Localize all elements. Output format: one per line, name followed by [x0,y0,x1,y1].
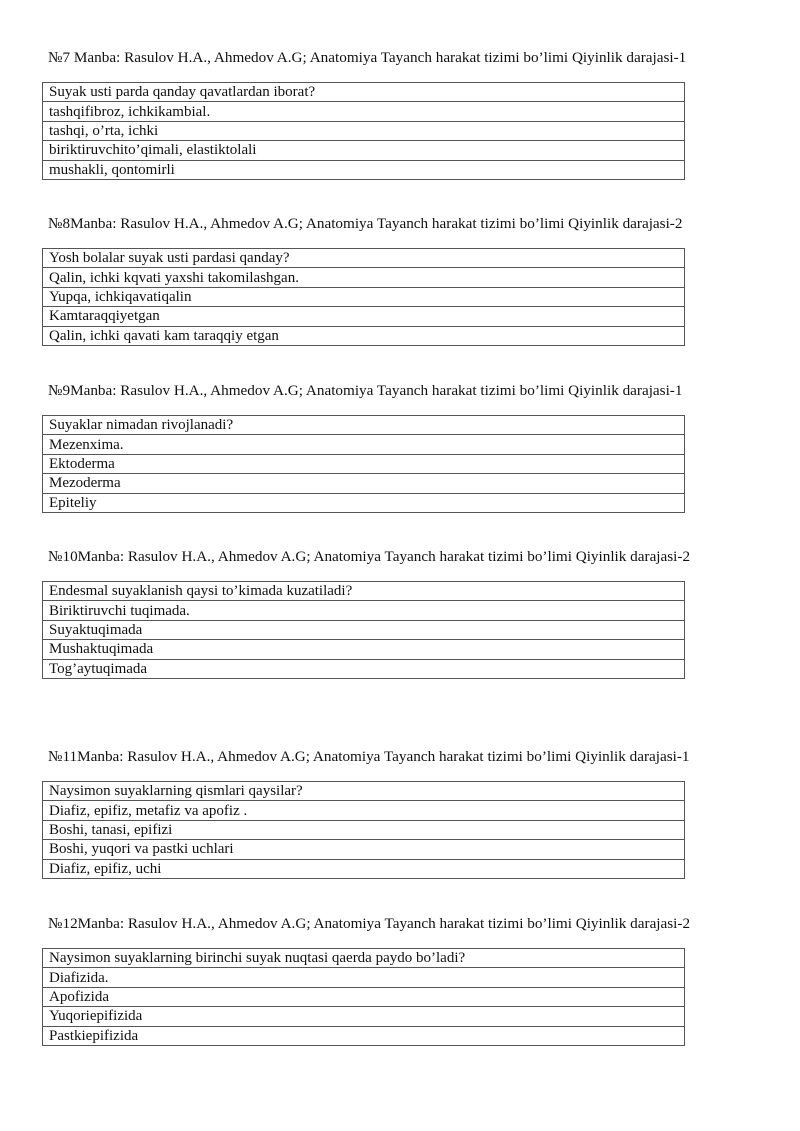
answer-table [42,248,685,346]
option-row [43,287,685,306]
option-text: Yuqoriepifizida [43,1007,685,1026]
question-text: Endesmal suyaklanish qaysi to’kimada kuzatiladi? [43,582,685,601]
option-row [43,435,685,454]
answer-table [42,948,685,1046]
option-text: Ektoderma [43,454,685,473]
option-text: Mezoderma [43,474,685,493]
option-text: Yupqa, ichkiqavatiqalin [43,287,685,306]
option-row [43,474,685,493]
option-text: tashqifibroz, ichkikambial. [43,102,685,121]
answer-table [42,415,685,513]
question-text: Naysimon suyaklarning qismlari qaysilar? [43,782,685,801]
option-row [43,141,685,160]
option-row [43,454,685,473]
option-text: Tog’aytuqimada [43,659,685,678]
answer-table [42,781,685,879]
question-row [43,782,685,801]
question-text: Suyaklar nimadan rivojlanadi? [43,416,685,435]
option-row [43,801,685,820]
question-header: №11Manba: Rasulov H.A., Ahmedov A.G; Anatomiya Tayanch harakat tizimi bo’limi Qiyinlik darajasi-1 [48,748,690,765]
option-row [43,160,685,179]
question-row [43,83,685,102]
option-row [43,659,685,678]
option-row [43,1007,685,1026]
option-row [43,840,685,859]
option-text: Epiteliy [43,493,685,512]
question-header: №12Manba: Rasulov H.A., Ahmedov A.G; Anatomiya Tayanch harakat tizimi bo’limi Qiyinlik darajasi-2 [48,915,691,932]
option-text: Apofizida [43,987,685,1006]
question-header: №9Manba: Rasulov H.A., Ahmedov A.G; Anatomiya Tayanch harakat tizimi bo’limi Qiyinlik darajasi-1 [48,382,683,399]
answer-table [42,581,685,679]
option-text: Mezenxima. [43,435,685,454]
option-text: Boshi, yuqori va pastki uchlari [43,840,685,859]
option-row [43,493,685,512]
question-row [43,582,685,601]
question-text: Yosh bolalar suyak usti pardasi qanday? [43,249,685,268]
option-text: Biriktiruvchi tuqimada. [43,601,685,620]
option-text: Diafiz, epifiz, uchi [43,859,685,878]
question-row [43,249,685,268]
option-row [43,307,685,326]
option-row [43,121,685,140]
option-text: Diafizida. [43,968,685,987]
option-text: Mushaktuqimada [43,640,685,659]
option-row [43,987,685,1006]
question-row [43,949,685,968]
option-text: Pastkiepifizida [43,1026,685,1045]
option-row [43,968,685,987]
question-header: №7 Manba: Rasulov H.A., Ahmedov A.G; Anatomiya Tayanch harakat tizimi bo’limi Qiyinlik darajasi-1 [48,49,687,66]
option-text: Diafiz, epifiz, metafiz va apofiz . [43,801,685,820]
option-row [43,640,685,659]
option-text: Qalin, ichki kqvati yaxshi takomilashgan. [43,268,685,287]
answer-table [42,82,685,180]
question-row [43,416,685,435]
question-text: Naysimon suyaklarning birinchi suyak nuqtasi qaerda paydo bo’ladi? [43,949,685,968]
option-row [43,326,685,345]
option-row [43,820,685,839]
option-row [43,601,685,620]
option-row [43,102,685,121]
option-text: Qalin, ichki qavati kam taraqqiy etgan [43,326,685,345]
question-header: №8Manba: Rasulov H.A., Ahmedov A.G; Anatomiya Tayanch harakat tizimi bo’limi Qiyinlik darajasi-2 [48,215,683,232]
option-row [43,620,685,639]
option-row [43,859,685,878]
question-header: №10Manba: Rasulov H.A., Ahmedov A.G; Anatomiya Tayanch harakat tizimi bo’limi Qiyinlik darajasi-2 [48,548,691,565]
option-text: Boshi, tanasi, epifizi [43,820,685,839]
option-row [43,268,685,287]
option-text: mushakli, qontomirli [43,160,685,179]
option-text: tashqi, o’rta, ichki [43,121,685,140]
option-text: Kamtaraqqiyetgan [43,307,685,326]
option-text: Suyaktuqimada [43,620,685,639]
question-text: Suyak usti parda qanday qavatlardan iborat? [43,83,685,102]
option-text: biriktiruvchito’qimali, elastiktolali [43,141,685,160]
option-row [43,1026,685,1045]
